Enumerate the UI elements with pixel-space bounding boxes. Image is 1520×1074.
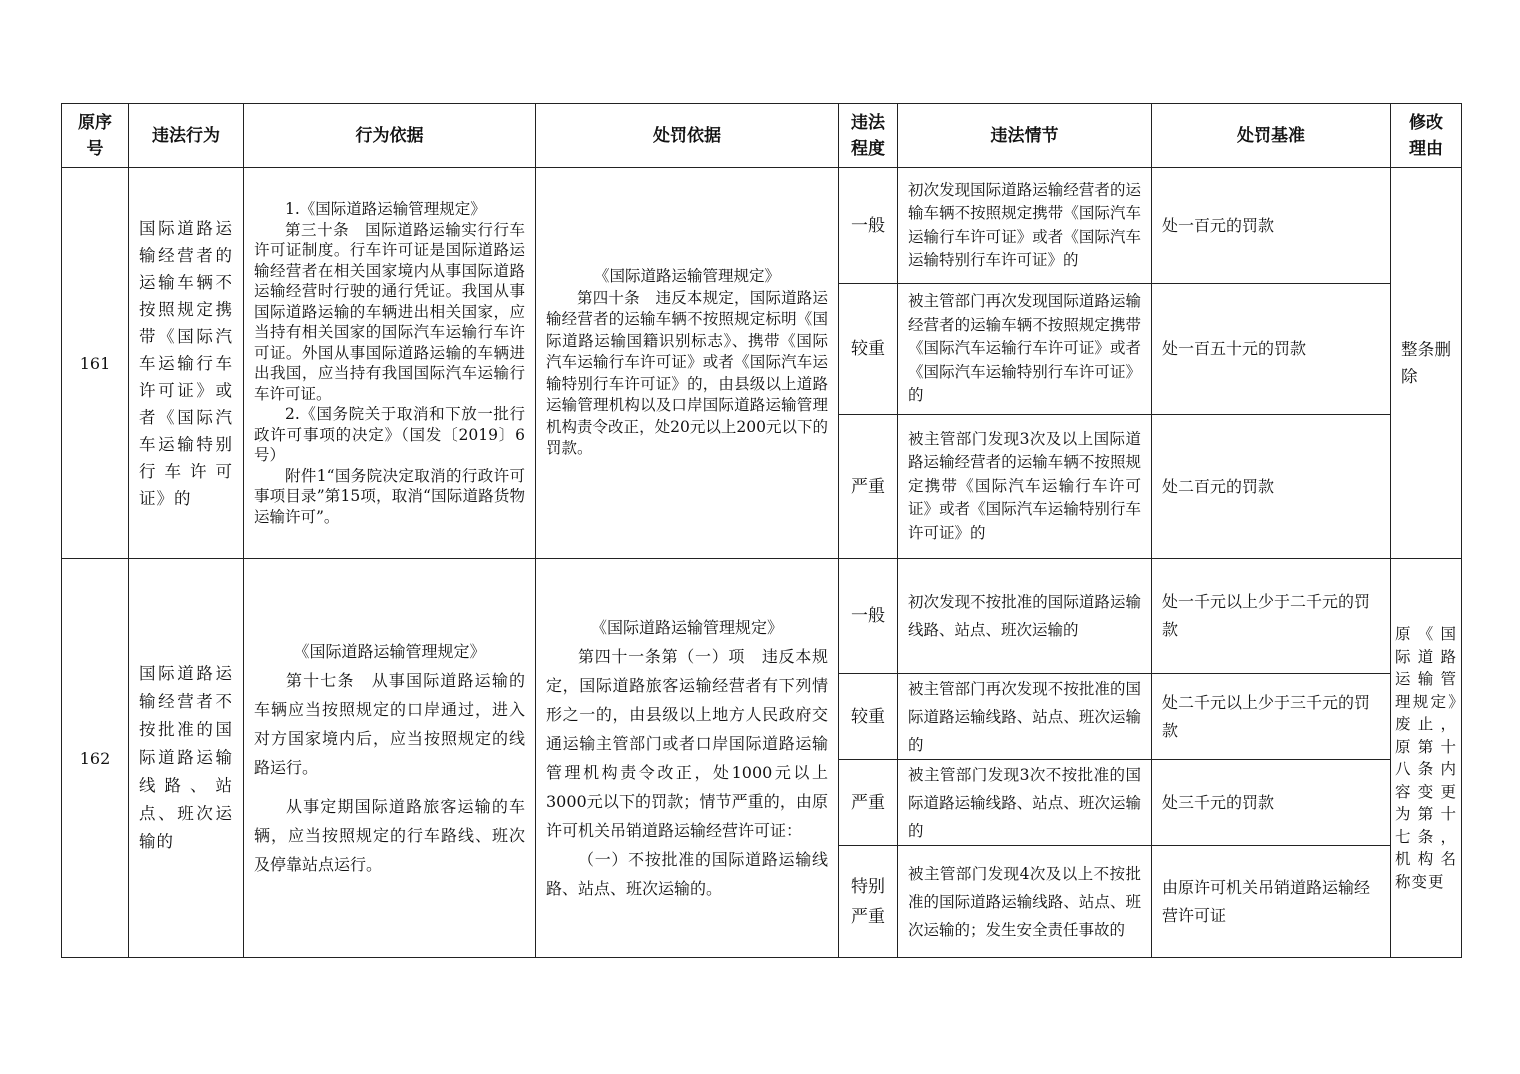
basis-paragraph: 第三十条 国际道路运输实行行车许可证制度。行车许可证是国际道路运输经营者在相关国家境内从事国际道路运输经营时行驶的通行凭证。我国从事国际道路运输的车辆进出相关国家，应当持有相关国家的国际汽车运输行车许可证。外国从事国际道路运输的车辆进出我国，应当持有我国国际汽车运输行车许可证。	[254, 220, 525, 403]
reason-cell: 整条删除	[1391, 168, 1462, 559]
basis-paragraph: 附件1“国务院决定取消的行政许可事项目录”第15项，取消“国际道路货物运输许可”。	[254, 466, 525, 526]
header-standard: 处罚基准	[1152, 104, 1391, 168]
standard-cell: 处二千元以上少于三千元的罚款	[1152, 674, 1391, 760]
violation-act-cell: 国际道路运输经营者不按批准的国际道路运输线路、站点、班次运输的	[129, 559, 244, 958]
standard-cell: 由原许可机关吊销道路运输经营许可证	[1152, 846, 1391, 958]
degree-cell: 严重	[839, 415, 898, 559]
seq-cell: 162	[62, 559, 129, 958]
basis-paragraph: 《国际道路运输管理规定》	[293, 642, 486, 661]
standard-cell: 处三千元的罚款	[1152, 760, 1391, 846]
penalty-basis-cell	[536, 168, 839, 559]
circumstance-cell: 被主管部门再次发现不按批准的国际道路运输线路、站点、班次运输的	[898, 674, 1152, 760]
violation-act-cell: 国际道路运输经营者的运输车辆不按照规定携带《国际汽车运输行车许可证》或者《国际汽车运输特别行车许可证》的	[129, 168, 244, 559]
degree-cell: 严重	[839, 760, 898, 846]
header-circumstance: 违法情节	[898, 104, 1152, 168]
penalty-paragraph: 《国际道路运输管理规定》	[590, 618, 783, 637]
table-row	[62, 168, 1462, 284]
degree-cell: 较重	[839, 284, 898, 415]
circumstance-cell: 被主管部门发现4次及以上不按批准的国际道路运输线路、站点、班次运输的；发生安全责任事故的	[898, 846, 1152, 958]
basis-paragraph: 2.《国务院关于取消和下放一批行政许可事项的决定》（国发〔2019〕6号）	[254, 405, 525, 464]
standard-cell: 处二百元的罚款	[1152, 415, 1391, 559]
circumstance-cell: 初次发现国际道路运输经营者的运输车辆不按照规定携带《国际汽车运输行车许可证》或者《国际汽车运输特别行车许可证》的	[898, 168, 1152, 284]
degree-cell: 一般	[839, 559, 898, 674]
circumstance-cell: 被主管部门再次发现国际道路运输经营者的运输车辆不按照规定携带《国际汽车运输行车许可证》或者《国际汽车运输特别行车许可证》的	[898, 284, 1152, 415]
header-penalty: 处罚依据	[536, 104, 839, 168]
basis-paragraph: 第十七条 从事国际道路运输的车辆应当按照规定的口岸通过，进入对方国家境内后，应当按照规定的线路运行。	[254, 671, 525, 777]
degree-cell: 一般	[839, 168, 898, 284]
header-basis: 行为依据	[244, 104, 536, 168]
legal-basis-cell	[244, 168, 536, 559]
table-header-row	[62, 104, 1462, 168]
reason-cell: 原《国际道路运输管理规定》废止，原第十八条内容变更为第十七条，机构名称变更	[1391, 559, 1462, 958]
penalty-paragraph: 《国际道路运输管理规定》	[593, 267, 780, 286]
basis-paragraph: 1.《国际道路运输管理规定》	[285, 200, 486, 218]
degree-cell: 特别严重	[839, 846, 898, 958]
header-seq: 原序号	[62, 104, 129, 168]
legal-basis-cell	[244, 559, 536, 958]
basis-paragraph: 从事定期国际道路旅客运输的车辆，应当按照规定的行车路线、班次及停靠站点运行。	[254, 797, 525, 874]
header-reason: 修改理由	[1391, 104, 1462, 168]
penalty-paragraph: 第四十一条第（一）项 违反本规定，国际道路旅客运输经营者有下列情形之一的，由县级以上地方人民政府交通运输主管部门或者口岸国际道路运输管理机构责令改正，处1000元以上3000元以下的罚款；情节严重的，由原许可机关吊销道路运输经营许可证：	[546, 647, 828, 840]
standard-cell: 处一百元的罚款	[1152, 168, 1391, 284]
penalty-standard-table	[61, 103, 1462, 958]
penalty-paragraph: 第四十条 违反本规定，国际道路运输经营者的运输车辆不按照规定标明《国际道路运输国籍识别标志》、携带《国际汽车运输行车许可证》或者《国际汽车运输特别行车许可证》的，由县级以上道路运输管理机构以及口岸国际道路运输管理机构责令改正，处20元以上200元以下的罚款。	[546, 288, 828, 458]
standard-cell: 处一千元以上少于二千元的罚款	[1152, 559, 1391, 674]
table-row	[62, 559, 1462, 674]
header-degree: 违法程度	[839, 104, 898, 168]
seq-cell: 161	[62, 168, 129, 559]
circumstance-cell: 被主管部门发现3次不按批准的国际道路运输线路、站点、班次运输的	[898, 760, 1152, 846]
penalty-basis-cell	[536, 559, 839, 958]
standard-cell: 处一百五十元的罚款	[1152, 284, 1391, 415]
header-act: 违法行为	[129, 104, 244, 168]
circumstance-cell: 初次发现不按批准的国际道路运输线路、站点、班次运输的	[898, 559, 1152, 674]
circumstance-cell: 被主管部门发现3次及以上国际道路运输经营者的运输车辆不按照规定携带《国际汽车运输行车许可证》或者《国际汽车运输特别行车许可证》的	[898, 415, 1152, 559]
penalty-paragraph: （一）不按批准的国际道路运输线路、站点、班次运输的。	[546, 850, 828, 898]
degree-cell: 较重	[839, 674, 898, 760]
